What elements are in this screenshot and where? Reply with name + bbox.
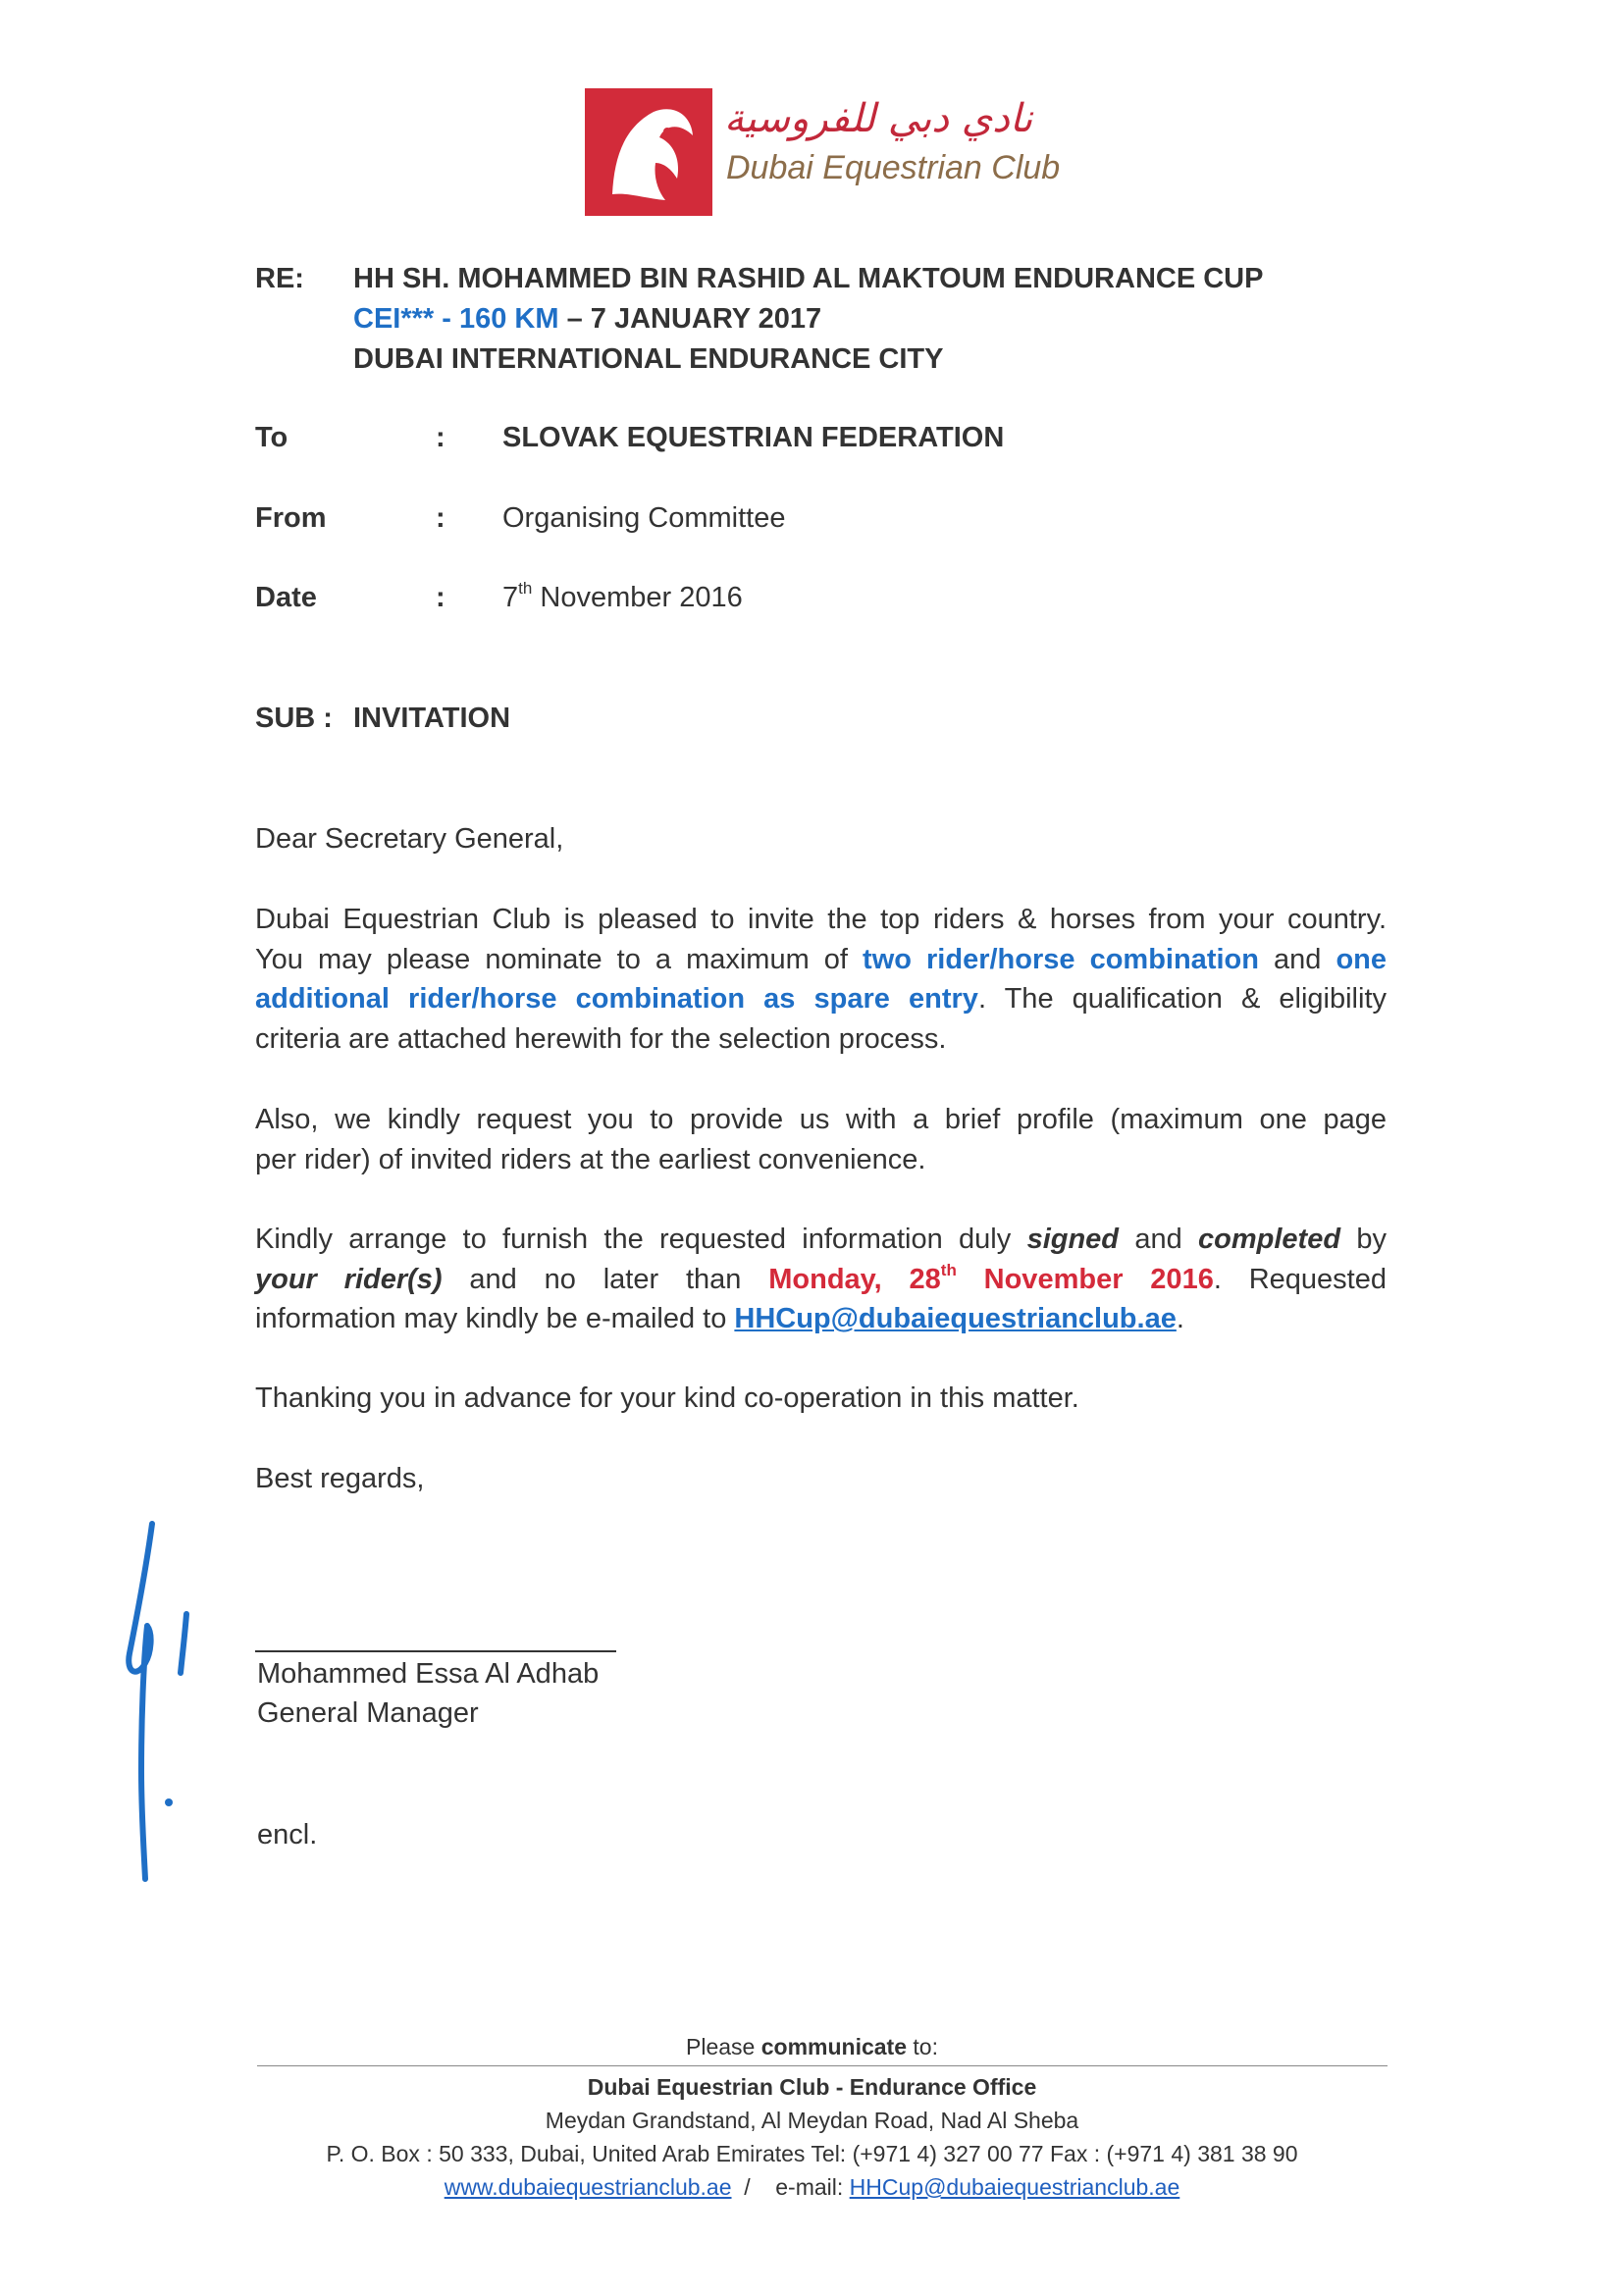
footer-address: Meydan Grandstand, Al Meydan Road, Nad Al Sheba xyxy=(545,2108,1079,2133)
signatory-title: General Manager xyxy=(257,1697,479,1729)
re-category-highlight: CEI*** - 160 KM xyxy=(353,303,559,335)
text-span: and xyxy=(1119,1224,1199,1255)
emphasis-signed: signed xyxy=(1026,1224,1120,1255)
website-link[interactable]: www.dubaiequestrianclub.ae xyxy=(444,2174,732,2200)
date-label: Date xyxy=(255,582,317,613)
paragraph-line xyxy=(255,1260,1387,1300)
text-span: information may kindly be e-mailed to xyxy=(255,1303,735,1335)
highlight-one: one xyxy=(1336,943,1388,975)
text-span: by xyxy=(1340,1224,1387,1255)
from-colon: : xyxy=(436,502,445,534)
text-span: Please xyxy=(686,2034,761,2059)
footer-contact: P. O. Box : 50 333, Dubai, United Arab Emirates Tel: (+971 4) 327 00 77 Fax : (+971 4) 381 38 90 xyxy=(326,2141,1298,2166)
enclosure-note: encl. xyxy=(257,1819,318,1850)
text-span: . Requested xyxy=(1213,1263,1387,1295)
to-value: SLOVAK EQUESTRIAN FEDERATION xyxy=(502,422,1005,453)
text-span: Kindly arrange to furnish the requested information duly xyxy=(255,1224,1027,1255)
signature-line xyxy=(255,1650,616,1652)
highlight-spare-entry: additional rider/horse combination as spare entry xyxy=(255,983,978,1016)
deadline-date xyxy=(768,1260,1214,1295)
deadline-month-year: November 2016 xyxy=(956,1263,1214,1295)
paragraph-line: Dubai Equestrian Club is pleased to invite the top riders & horses from your country. xyxy=(255,904,1387,935)
paragraph-line: per rider) of invited riders at the earliest convenience. xyxy=(255,1143,926,1175)
subject-value: INVITATION xyxy=(353,703,511,734)
re-event-title: HH SH. MOHAMMED BIN RASHID AL MAKTOUM ENDURANCE CUP xyxy=(353,263,1264,294)
subject-label: SUB : xyxy=(255,703,333,734)
footer-office: Dubai Equestrian Club - Endurance Office xyxy=(587,2074,1037,2100)
emphasis-completed: completed xyxy=(1198,1224,1341,1255)
horse-head-logo-icon xyxy=(585,88,712,216)
signatory-name: Mohammed Essa Al Adhab xyxy=(257,1658,600,1690)
date-month-year: November 2016 xyxy=(532,582,743,613)
text-span: / e-mail: xyxy=(731,2174,850,2200)
paragraph-line xyxy=(255,940,1387,980)
paragraph-line xyxy=(255,1220,1387,1260)
highlight-two-combinations: two rider/horse combination xyxy=(863,943,1259,975)
text-span: and no later than xyxy=(442,1263,769,1295)
paragraph-deadline xyxy=(255,1220,1387,1339)
footer-divider xyxy=(257,2065,1388,2066)
paragraph-invitation xyxy=(255,900,1387,1059)
from-value: Organising Committee xyxy=(502,502,786,534)
paragraph-line: criteria are attached herewith for the selection process. xyxy=(255,1022,947,1055)
emphasis-riders: your rider(s) xyxy=(255,1263,443,1295)
date-day: 7 xyxy=(502,582,519,613)
text-span: and xyxy=(1258,943,1336,975)
paragraph-line xyxy=(255,1299,1387,1339)
paragraph-line: Also, we kindly request you to provide us with a brief profile (maximum one page xyxy=(255,1104,1387,1135)
closing: Best regards, xyxy=(255,1463,425,1494)
text-span: . The qualification & eligibility xyxy=(977,983,1387,1016)
footer-email-link[interactable]: HHCup@dubaiequestrianclub.ae xyxy=(849,2174,1180,2200)
club-logo xyxy=(538,77,1087,224)
deadline-day: Monday, 28 xyxy=(768,1263,941,1295)
text-span: You may please nominate to a maximum of xyxy=(255,943,864,975)
email-link[interactable]: HHCup@dubaiequestrianclub.ae xyxy=(734,1303,1177,1335)
to-label: To xyxy=(255,422,288,453)
from-label: From xyxy=(255,502,327,534)
re-event-venue: DUBAI INTERNATIONAL ENDURANCE CITY xyxy=(353,343,944,375)
re-event-category xyxy=(353,303,821,336)
to-colon: : xyxy=(436,422,445,453)
footer-communicate xyxy=(0,2034,1624,2060)
logo-arabic-text: نادي دبي للفروسية xyxy=(724,96,1033,141)
date-value xyxy=(502,579,743,614)
handwritten-signature xyxy=(108,1516,226,1889)
paragraph-profile-request xyxy=(255,1100,1387,1179)
date-ordinal: th xyxy=(518,579,533,599)
footer-links xyxy=(0,2174,1624,2201)
salutation: Dear Secretary General, xyxy=(255,823,564,855)
text-span: to: xyxy=(907,2034,938,2059)
deadline-ordinal: th xyxy=(940,1260,957,1279)
logo-english-text: Dubai Equestrian Club xyxy=(726,149,1061,186)
date-colon: : xyxy=(436,582,445,613)
paragraph-thanks: Thanking you in advance for your kind co-operation in this matter. xyxy=(255,1382,1079,1414)
re-label: RE: xyxy=(255,263,304,294)
text-span: communicate xyxy=(760,2034,907,2059)
paragraph-line xyxy=(255,979,1387,1019)
re-event-date: – 7 JANUARY 2017 xyxy=(558,303,822,335)
text-span: . xyxy=(1176,1303,1184,1335)
